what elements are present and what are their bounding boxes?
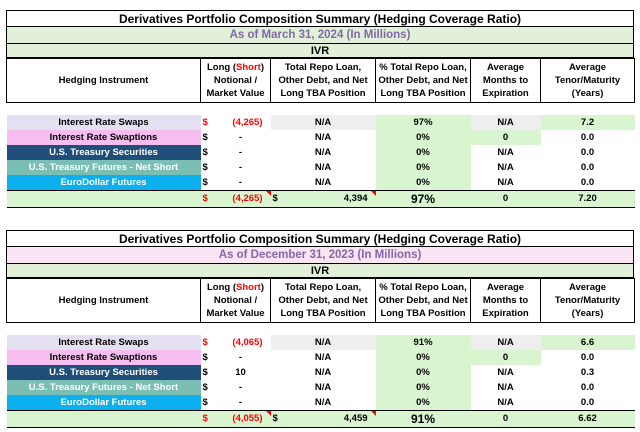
total-repo-dollar: $ — [271, 190, 281, 207]
tenor-value: 6.6 — [541, 335, 635, 350]
table-title: Derivatives Portfolio Composition Summary (Hedging Coverage Ratio) — [6, 230, 634, 247]
total-row — [7, 190, 635, 207]
tenor-value: 0.0 — [580, 146, 595, 158]
total-notional: (4,055) — [211, 410, 271, 427]
total-months: 0 — [471, 190, 541, 207]
repo-value: N/A — [314, 146, 332, 158]
notional-value: (4,265) — [232, 116, 263, 128]
months-value: N/A — [497, 176, 514, 188]
summary-table-december-2023 — [6, 230, 634, 428]
table-row — [7, 160, 635, 175]
repo-value: N/A — [314, 351, 332, 363]
pct-value: 0% — [376, 395, 471, 411]
total-tenor: 7.20 — [541, 190, 635, 207]
notional-value: - — [238, 396, 243, 408]
table-row — [7, 115, 635, 130]
total-pct: 91% — [376, 410, 471, 427]
header-notional: Long (Short) Notional / Market Value — [201, 59, 271, 103]
company-ticker: IVR — [6, 43, 634, 58]
tenor-value: 0.0 — [580, 176, 595, 188]
table-row — [7, 175, 635, 191]
header-avg-months: Average Months to Expiration — [471, 59, 541, 103]
table-title: Derivatives Portfolio Composition Summary (Hedging Coverage Ratio) — [6, 10, 634, 27]
table-row — [7, 350, 635, 365]
dollar-sign: $ — [202, 366, 208, 378]
total-label-blank — [7, 190, 201, 207]
table-row — [7, 145, 635, 160]
months-value: 0 — [471, 130, 541, 145]
total-pct: 97% — [376, 190, 471, 207]
header-hedging-instrument: Hedging Instrument — [7, 279, 201, 323]
instrument-name: Interest Rate Swaptions — [7, 350, 201, 365]
pct-value: 0% — [376, 160, 471, 175]
months-value: N/A — [497, 396, 514, 408]
total-notional: (4,265) — [211, 190, 271, 207]
repo-value: N/A — [271, 335, 376, 350]
pct-value: 97% — [376, 115, 471, 130]
header-pct-repo: % Total Repo Loan, Other Debt, and Net Long TBA Position — [376, 59, 471, 103]
total-label-blank — [7, 410, 201, 427]
dollar-sign: $ — [202, 176, 208, 188]
total-months: 0 — [471, 410, 541, 427]
notional-value: - — [238, 146, 243, 158]
summary-table-march-2024 — [6, 10, 634, 208]
pct-value: 0% — [376, 365, 471, 380]
table-row — [7, 130, 635, 145]
header-hedging-instrument: Hedging Instrument — [7, 59, 201, 103]
instrument-name: U.S. Treasury Securities — [7, 145, 201, 160]
months-value: N/A — [497, 146, 514, 158]
repo-value: N/A — [314, 396, 332, 408]
notional-value: - — [238, 131, 243, 143]
instrument-name: EuroDollar Futures — [7, 175, 201, 191]
months-value: N/A — [497, 381, 514, 393]
instrument-name: EuroDollar Futures — [7, 395, 201, 411]
months-value: 0 — [471, 350, 541, 365]
notional-value: - — [238, 381, 243, 393]
tenor-value: 0.0 — [580, 381, 595, 393]
repo-value: N/A — [271, 115, 376, 130]
header-avg-tenor: Average Tenor/Maturity (Years) — [541, 59, 635, 103]
dollar-sign: $ — [202, 381, 208, 393]
total-repo-dollar: $ — [271, 410, 281, 427]
repo-value: N/A — [314, 381, 332, 393]
instrument-name: Interest Rate Swaps — [7, 335, 201, 350]
tenor-value: 0.0 — [580, 161, 595, 173]
tenor-value: 0.0 — [580, 396, 595, 408]
tenor-value: 0.0 — [580, 351, 595, 363]
dollar-sign: $ — [202, 336, 208, 348]
dollar-sign: $ — [202, 161, 208, 173]
tenor-value: 0.3 — [580, 366, 595, 378]
pct-value: 0% — [376, 145, 471, 160]
pct-value: 91% — [376, 335, 471, 350]
table-row — [7, 395, 635, 411]
repo-value: N/A — [314, 161, 332, 173]
pct-value: 0% — [376, 130, 471, 145]
as-of-date: As of December 31, 2023 (In Millions) — [6, 247, 634, 263]
notional-value: - — [238, 161, 243, 173]
instrument-name: U.S. Treasury Futures - Net Short — [7, 380, 201, 395]
company-ticker: IVR — [6, 263, 634, 278]
header-avg-months: Average Months to Expiration — [471, 279, 541, 323]
dollar-sign: $ — [202, 396, 208, 408]
dollar-sign: $ — [202, 351, 208, 363]
notional-value: - — [238, 176, 243, 188]
repo-value: N/A — [314, 131, 332, 143]
total-dollar-sign: $ — [201, 410, 211, 427]
header-pct-repo: % Total Repo Loan, Other Debt, and Net Long TBA Position — [376, 279, 471, 323]
instrument-name: U.S. Treasury Futures - Net Short — [7, 160, 201, 175]
months-value: N/A — [497, 161, 514, 173]
total-row — [7, 410, 635, 427]
dollar-sign: $ — [202, 146, 208, 158]
pct-value: 0% — [376, 380, 471, 395]
tenor-value: 0.0 — [580, 131, 595, 143]
instrument-name: Interest Rate Swaptions — [7, 130, 201, 145]
repo-value: N/A — [314, 366, 332, 378]
months-value: N/A — [497, 366, 514, 378]
instrument-name: U.S. Treasury Securities — [7, 365, 201, 380]
as-of-date: As of March 31, 2024 (In Millions) — [6, 27, 634, 43]
notional-value: 10 — [235, 366, 246, 378]
header-repo-position: Total Repo Loan, Other Debt, and Net Long TBA Position — [271, 59, 376, 103]
notional-value: - — [238, 351, 243, 363]
header-notional: Long (Short) Notional / Market Value — [201, 279, 271, 323]
total-dollar-sign: $ — [201, 190, 211, 207]
total-repo: 4,394 — [281, 190, 376, 207]
table-row — [7, 365, 635, 380]
pct-value: 0% — [376, 350, 471, 365]
notional-value: (4,065) — [232, 336, 263, 348]
table-row — [7, 380, 635, 395]
header-repo-position: Total Repo Loan, Other Debt, and Net Long TBA Position — [271, 279, 376, 323]
total-repo: 4,459 — [281, 410, 376, 427]
dollar-sign: $ — [202, 131, 208, 143]
instrument-name: Interest Rate Swaps — [7, 115, 201, 130]
months-value: N/A — [471, 115, 541, 130]
tenor-value: 7.2 — [541, 115, 635, 130]
months-value: N/A — [471, 335, 541, 350]
repo-value: N/A — [314, 176, 332, 188]
dollar-sign: $ — [202, 116, 208, 128]
header-avg-tenor: Average Tenor/Maturity (Years) — [541, 279, 635, 323]
table-row — [7, 335, 635, 350]
total-tenor: 6.62 — [541, 410, 635, 427]
pct-value: 0% — [376, 175, 471, 191]
